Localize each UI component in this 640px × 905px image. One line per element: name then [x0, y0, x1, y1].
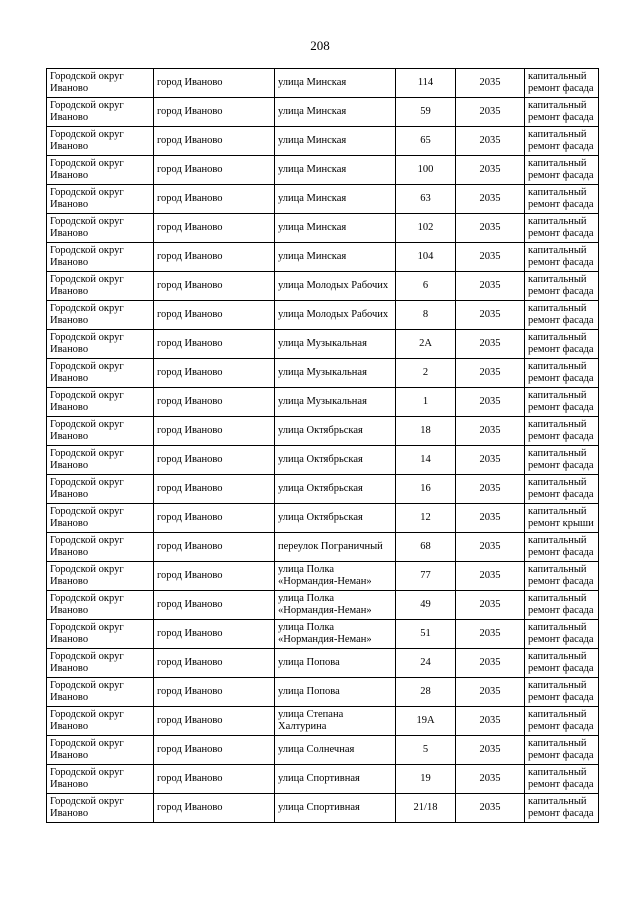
- municipality-cell: Городской округ Иваново: [47, 678, 154, 707]
- work-type-cell: капитальный ремонт фасада: [525, 794, 599, 823]
- year-cell: 2035: [456, 243, 525, 272]
- municipality-cell: Городской округ Иваново: [47, 388, 154, 417]
- house-number-cell: 18: [396, 417, 456, 446]
- work-type-cell: капитальный ремонт крыши: [525, 504, 599, 533]
- municipality-cell: Городской округ Иваново: [47, 504, 154, 533]
- work-type-cell: капитальный ремонт фасада: [525, 533, 599, 562]
- street-cell: улица Полка «Нормандия-Неман»: [275, 591, 396, 620]
- house-number-cell: 14: [396, 446, 456, 475]
- street-cell: улица Минская: [275, 127, 396, 156]
- street-cell: улица Минская: [275, 69, 396, 98]
- table-row: [47, 127, 599, 156]
- year-cell: 2035: [456, 533, 525, 562]
- house-number-cell: 19: [396, 765, 456, 794]
- city-cell: город Иваново: [154, 156, 275, 185]
- work-type-cell: капитальный ремонт фасада: [525, 562, 599, 591]
- work-type-cell: капитальный ремонт фасада: [525, 185, 599, 214]
- city-cell: город Иваново: [154, 736, 275, 765]
- house-number-cell: 100: [396, 156, 456, 185]
- city-cell: город Иваново: [154, 243, 275, 272]
- city-cell: город Иваново: [154, 533, 275, 562]
- work-type-cell: капитальный ремонт фасада: [525, 330, 599, 359]
- street-cell: улица Минская: [275, 243, 396, 272]
- street-cell: улица Минская: [275, 98, 396, 127]
- year-cell: 2035: [456, 794, 525, 823]
- table-row: [47, 330, 599, 359]
- table-row: [47, 272, 599, 301]
- table-row: [47, 69, 599, 98]
- table-row: [47, 98, 599, 127]
- table-row: [47, 243, 599, 272]
- house-number-cell: 1: [396, 388, 456, 417]
- city-cell: город Иваново: [154, 359, 275, 388]
- municipality-cell: Городской округ Иваново: [47, 127, 154, 156]
- city-cell: город Иваново: [154, 98, 275, 127]
- municipality-cell: Городской округ Иваново: [47, 794, 154, 823]
- work-type-cell: капитальный ремонт фасада: [525, 417, 599, 446]
- street-cell: улица Попова: [275, 678, 396, 707]
- city-cell: город Иваново: [154, 765, 275, 794]
- year-cell: 2035: [456, 765, 525, 794]
- street-cell: улица Молодых Рабочих: [275, 301, 396, 330]
- house-number-cell: 2А: [396, 330, 456, 359]
- street-cell: улица Минская: [275, 185, 396, 214]
- city-cell: город Иваново: [154, 69, 275, 98]
- table-row: [47, 707, 599, 736]
- table-row: [47, 591, 599, 620]
- work-type-cell: капитальный ремонт фасада: [525, 649, 599, 678]
- work-type-cell: капитальный ремонт фасада: [525, 591, 599, 620]
- municipality-cell: Городской округ Иваново: [47, 301, 154, 330]
- street-cell: улица Полка «Нормандия-Неман»: [275, 562, 396, 591]
- house-number-cell: 59: [396, 98, 456, 127]
- house-number-cell: 2: [396, 359, 456, 388]
- municipality-cell: Городской округ Иваново: [47, 185, 154, 214]
- city-cell: город Иваново: [154, 301, 275, 330]
- work-type-cell: капитальный ремонт фасада: [525, 475, 599, 504]
- year-cell: 2035: [456, 156, 525, 185]
- municipality-cell: Городской округ Иваново: [47, 417, 154, 446]
- table-row: [47, 214, 599, 243]
- house-number-cell: 28: [396, 678, 456, 707]
- table-row: [47, 562, 599, 591]
- street-cell: улица Степана Халтурина: [275, 707, 396, 736]
- year-cell: 2035: [456, 98, 525, 127]
- table-row: [47, 388, 599, 417]
- year-cell: 2035: [456, 591, 525, 620]
- year-cell: 2035: [456, 707, 525, 736]
- house-number-cell: 8: [396, 301, 456, 330]
- year-cell: 2035: [456, 185, 525, 214]
- street-cell: улица Октябрьская: [275, 504, 396, 533]
- house-number-cell: 51: [396, 620, 456, 649]
- street-cell: улица Попова: [275, 649, 396, 678]
- table-row: [47, 359, 599, 388]
- city-cell: город Иваново: [154, 272, 275, 301]
- work-type-cell: капитальный ремонт фасада: [525, 388, 599, 417]
- city-cell: город Иваново: [154, 678, 275, 707]
- table-row: [47, 185, 599, 214]
- work-type-cell: капитальный ремонт фасада: [525, 678, 599, 707]
- municipality-cell: Городской округ Иваново: [47, 330, 154, 359]
- year-cell: 2035: [456, 736, 525, 765]
- work-type-cell: капитальный ремонт фасада: [525, 156, 599, 185]
- municipality-cell: Городской округ Иваново: [47, 69, 154, 98]
- registry-table: [46, 68, 599, 823]
- street-cell: улица Музыкальная: [275, 330, 396, 359]
- work-type-cell: капитальный ремонт фасада: [525, 736, 599, 765]
- house-number-cell: 104: [396, 243, 456, 272]
- house-number-cell: 77: [396, 562, 456, 591]
- city-cell: город Иваново: [154, 504, 275, 533]
- registry-table-body: [47, 69, 599, 823]
- work-type-cell: капитальный ремонт фасада: [525, 243, 599, 272]
- table-row: [47, 736, 599, 765]
- city-cell: город Иваново: [154, 649, 275, 678]
- house-number-cell: 16: [396, 475, 456, 504]
- work-type-cell: капитальный ремонт фасада: [525, 272, 599, 301]
- table-row: [47, 765, 599, 794]
- work-type-cell: капитальный ремонт фасада: [525, 214, 599, 243]
- work-type-cell: капитальный ремонт фасада: [525, 127, 599, 156]
- municipality-cell: Городской округ Иваново: [47, 620, 154, 649]
- street-cell: улица Музыкальная: [275, 388, 396, 417]
- table-row: [47, 475, 599, 504]
- municipality-cell: Городской округ Иваново: [47, 649, 154, 678]
- work-type-cell: капитальный ремонт фасада: [525, 620, 599, 649]
- street-cell: улица Октябрьская: [275, 446, 396, 475]
- municipality-cell: Городской округ Иваново: [47, 156, 154, 185]
- street-cell: улица Октябрьская: [275, 417, 396, 446]
- municipality-cell: Городской округ Иваново: [47, 98, 154, 127]
- year-cell: 2035: [456, 562, 525, 591]
- house-number-cell: 63: [396, 185, 456, 214]
- municipality-cell: Городской округ Иваново: [47, 243, 154, 272]
- city-cell: город Иваново: [154, 475, 275, 504]
- year-cell: 2035: [456, 69, 525, 98]
- work-type-cell: капитальный ремонт фасада: [525, 98, 599, 127]
- city-cell: город Иваново: [154, 330, 275, 359]
- work-type-cell: капитальный ремонт фасада: [525, 707, 599, 736]
- table-row: [47, 446, 599, 475]
- city-cell: город Иваново: [154, 446, 275, 475]
- municipality-cell: Городской округ Иваново: [47, 533, 154, 562]
- house-number-cell: 6: [396, 272, 456, 301]
- city-cell: город Иваново: [154, 591, 275, 620]
- street-cell: улица Спортивная: [275, 765, 396, 794]
- table-row: [47, 678, 599, 707]
- work-type-cell: капитальный ремонт фасада: [525, 359, 599, 388]
- house-number-cell: 12: [396, 504, 456, 533]
- street-cell: улица Минская: [275, 214, 396, 243]
- street-cell: улица Минская: [275, 156, 396, 185]
- city-cell: город Иваново: [154, 417, 275, 446]
- city-cell: город Иваново: [154, 707, 275, 736]
- year-cell: 2035: [456, 388, 525, 417]
- street-cell: улица Спортивная: [275, 794, 396, 823]
- municipality-cell: Городской округ Иваново: [47, 591, 154, 620]
- year-cell: 2035: [456, 504, 525, 533]
- year-cell: 2035: [456, 214, 525, 243]
- city-cell: город Иваново: [154, 620, 275, 649]
- municipality-cell: Городской округ Иваново: [47, 475, 154, 504]
- page-number: 208: [310, 38, 330, 53]
- year-cell: 2035: [456, 678, 525, 707]
- municipality-cell: Городской округ Иваново: [47, 562, 154, 591]
- city-cell: город Иваново: [154, 127, 275, 156]
- house-number-cell: 114: [396, 69, 456, 98]
- municipality-cell: Городской округ Иваново: [47, 736, 154, 765]
- table-row: [47, 794, 599, 823]
- table-row: [47, 649, 599, 678]
- year-cell: 2035: [456, 417, 525, 446]
- year-cell: 2035: [456, 272, 525, 301]
- street-cell: переулок Пограничный: [275, 533, 396, 562]
- table-row: [47, 620, 599, 649]
- city-cell: город Иваново: [154, 794, 275, 823]
- year-cell: 2035: [456, 359, 525, 388]
- street-cell: улица Октябрьская: [275, 475, 396, 504]
- house-number-cell: 24: [396, 649, 456, 678]
- work-type-cell: капитальный ремонт фасада: [525, 301, 599, 330]
- house-number-cell: 65: [396, 127, 456, 156]
- year-cell: 2035: [456, 620, 525, 649]
- municipality-cell: Городской округ Иваново: [47, 446, 154, 475]
- year-cell: 2035: [456, 301, 525, 330]
- municipality-cell: Городской округ Иваново: [47, 214, 154, 243]
- city-cell: город Иваново: [154, 562, 275, 591]
- year-cell: 2035: [456, 446, 525, 475]
- city-cell: город Иваново: [154, 388, 275, 417]
- street-cell: улица Солнечная: [275, 736, 396, 765]
- table-row: [47, 301, 599, 330]
- house-number-cell: 21/18: [396, 794, 456, 823]
- street-cell: улица Полка «Нормандия-Неман»: [275, 620, 396, 649]
- work-type-cell: капитальный ремонт фасада: [525, 446, 599, 475]
- work-type-cell: капитальный ремонт фасада: [525, 765, 599, 794]
- city-cell: город Иваново: [154, 185, 275, 214]
- street-cell: улица Музыкальная: [275, 359, 396, 388]
- house-number-cell: 68: [396, 533, 456, 562]
- municipality-cell: Городской округ Иваново: [47, 359, 154, 388]
- table-row: [47, 417, 599, 446]
- table-row: [47, 533, 599, 562]
- year-cell: 2035: [456, 475, 525, 504]
- house-number-cell: 19А: [396, 707, 456, 736]
- year-cell: 2035: [456, 127, 525, 156]
- house-number-cell: 5: [396, 736, 456, 765]
- year-cell: 2035: [456, 330, 525, 359]
- municipality-cell: Городской округ Иваново: [47, 765, 154, 794]
- year-cell: 2035: [456, 649, 525, 678]
- city-cell: город Иваново: [154, 214, 275, 243]
- municipality-cell: Городской округ Иваново: [47, 272, 154, 301]
- street-cell: улица Молодых Рабочих: [275, 272, 396, 301]
- table-row: [47, 156, 599, 185]
- table-row: [47, 504, 599, 533]
- work-type-cell: капитальный ремонт фасада: [525, 69, 599, 98]
- house-number-cell: 49: [396, 591, 456, 620]
- house-number-cell: 102: [396, 214, 456, 243]
- municipality-cell: Городской округ Иваново: [47, 707, 154, 736]
